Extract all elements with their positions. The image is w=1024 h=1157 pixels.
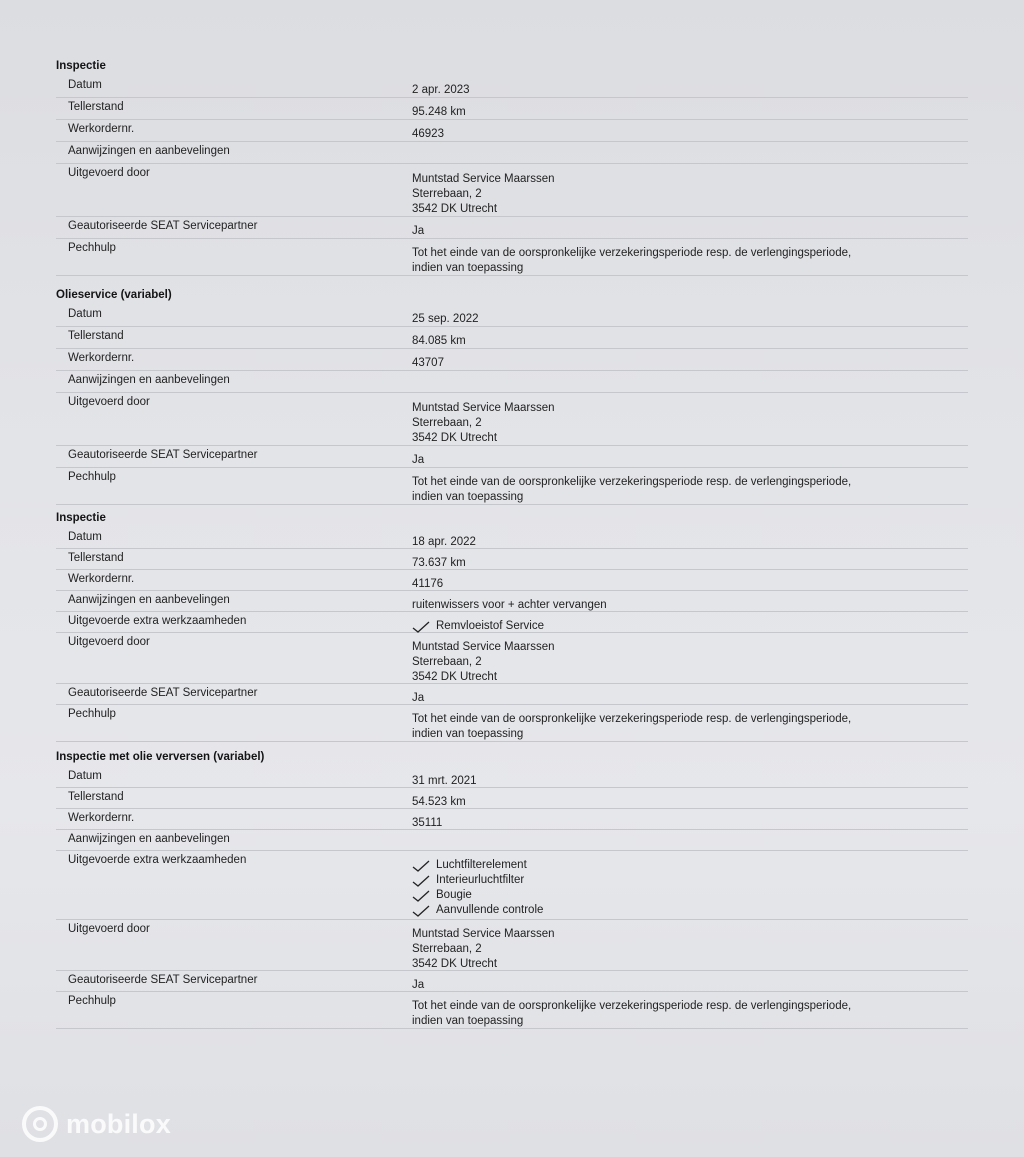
row-partner xyxy=(56,684,968,705)
label-tellerstand: Tellerstand xyxy=(68,791,124,803)
dealer-street: Sterrebaan, 2 xyxy=(412,188,482,200)
value-pechhulp xyxy=(412,707,968,739)
label-partner: Geautoriseerde SEAT Servicepartner xyxy=(68,220,258,232)
value-pechhulp xyxy=(412,994,968,1026)
value-datum: 2 apr. 2023 xyxy=(412,84,470,96)
row-uitgevoerd-door xyxy=(56,393,968,446)
value-extra-werkzaamheden xyxy=(412,853,968,917)
value-werkordernr: 43707 xyxy=(412,357,444,369)
dealer-name: Muntstad Service Maarssen xyxy=(412,173,555,185)
row-uitgevoerd-door xyxy=(56,633,968,684)
extra-item-label: Interieurluchtfilter xyxy=(436,874,525,886)
value-aanwijzingen xyxy=(412,832,968,848)
section-title: Inspectie xyxy=(56,60,106,72)
checkmark-icon xyxy=(412,875,430,887)
row-datum xyxy=(56,767,968,788)
row-aanwijzingen xyxy=(56,591,968,612)
value-partner: Ja xyxy=(412,979,425,991)
label-uitgevoerd-door: Uitgevoerd door xyxy=(68,167,150,179)
section-title: Inspectie met olie verversen (variabel) xyxy=(56,751,265,763)
label-tellerstand: Tellerstand xyxy=(68,101,124,113)
row-pechhulp xyxy=(56,468,968,505)
pechhulp-line-2: indien van toepassing xyxy=(412,491,524,503)
value-extra-werkzaamheden xyxy=(412,614,968,630)
extra-item xyxy=(412,619,968,634)
mobilox-watermark xyxy=(22,1106,171,1142)
label-uitgevoerd-door: Uitgevoerd door xyxy=(68,923,150,935)
extra-item-label: Aanvullende controle xyxy=(436,904,544,916)
label-aanwijzingen: Aanwijzingen en aanbevelingen xyxy=(68,833,230,845)
label-pechhulp: Pechhulp xyxy=(68,242,116,254)
row-tellerstand xyxy=(56,788,968,809)
label-extra-werkzaamheden: Uitgevoerde extra werkzaamheden xyxy=(68,854,247,866)
row-tellerstand xyxy=(56,98,968,120)
extra-item xyxy=(412,858,968,873)
label-pechhulp: Pechhulp xyxy=(68,995,116,1007)
watermark-text: mobilox xyxy=(66,1108,171,1139)
row-partner xyxy=(56,446,968,468)
value-aanwijzingen xyxy=(412,373,968,390)
value-uitgevoerd-door xyxy=(412,395,968,443)
label-uitgevoerd-door: Uitgevoerd door xyxy=(68,396,150,408)
dealer-city: 3542 DK Utrecht xyxy=(412,671,498,683)
dealer-city: 3542 DK Utrecht xyxy=(412,958,498,970)
value-partner: Ja xyxy=(412,225,425,237)
label-aanwijzingen: Aanwijzingen en aanbevelingen xyxy=(68,145,230,157)
value-uitgevoerd-door xyxy=(412,166,968,214)
checkmark-icon xyxy=(412,905,430,917)
label-partner: Geautoriseerde SEAT Servicepartner xyxy=(68,687,258,699)
section-title: Inspectie xyxy=(56,512,106,524)
label-werkordernr: Werkordernr. xyxy=(68,812,135,824)
value-uitgevoerd-door xyxy=(412,922,968,968)
row-extra-werkzaamheden xyxy=(56,851,968,920)
row-pechhulp xyxy=(56,705,968,742)
dealer-name: Muntstad Service Maarssen xyxy=(412,641,555,653)
row-pechhulp xyxy=(56,992,968,1029)
pechhulp-line-1: Tot het einde van de oorspronkelijke verzekeringsperiode resp. de verlengingsperiode, xyxy=(412,476,852,488)
value-datum: 31 mrt. 2021 xyxy=(412,775,477,787)
dealer-name: Muntstad Service Maarssen xyxy=(412,928,555,940)
extra-item xyxy=(412,873,968,888)
row-aanwijzingen xyxy=(56,142,968,164)
value-partner: Ja xyxy=(412,454,425,466)
label-uitgevoerd-door: Uitgevoerd door xyxy=(68,636,150,648)
label-werkordernr: Werkordernr. xyxy=(68,573,135,585)
value-tellerstand: 95.248 km xyxy=(412,106,466,118)
value-partner: Ja xyxy=(412,692,425,704)
dealer-street: Sterrebaan, 2 xyxy=(412,943,482,955)
extra-item xyxy=(412,903,968,918)
value-aanwijzingen: ruitenwissers voor + achter vervangen xyxy=(412,599,607,611)
pechhulp-line-1: Tot het einde van de oorspronkelijke verzekeringsperiode resp. de verlengingsperiode, xyxy=(412,247,852,259)
label-datum: Datum xyxy=(68,770,102,782)
extra-item xyxy=(412,888,968,903)
value-datum: 25 sep. 2022 xyxy=(412,313,479,325)
row-aanwijzingen xyxy=(56,371,968,393)
dealer-city: 3542 DK Utrecht xyxy=(412,203,498,215)
extra-item-label: Remvloeistof Service xyxy=(436,620,545,632)
row-datum xyxy=(56,76,968,98)
mobilox-logo-icon xyxy=(22,1106,58,1142)
row-pechhulp xyxy=(56,239,968,276)
label-werkordernr: Werkordernr. xyxy=(68,352,135,364)
value-werkordernr: 35111 xyxy=(412,817,443,829)
label-partner: Geautoriseerde SEAT Servicepartner xyxy=(68,974,258,986)
row-partner xyxy=(56,217,968,239)
service-entry-4 xyxy=(56,747,968,1029)
row-werkordernr xyxy=(56,349,968,371)
row-werkordernr xyxy=(56,120,968,142)
row-uitgevoerd-door xyxy=(56,164,968,217)
extra-item-label: Luchtfilterelement xyxy=(436,859,527,871)
value-werkordernr: 46923 xyxy=(412,128,444,140)
label-pechhulp: Pechhulp xyxy=(68,708,116,720)
value-tellerstand: 84.085 km xyxy=(412,335,466,347)
pechhulp-line-2: indien van toepassing xyxy=(412,262,524,274)
label-tellerstand: Tellerstand xyxy=(68,552,124,564)
value-aanwijzingen xyxy=(412,144,968,161)
value-datum: 18 apr. 2022 xyxy=(412,536,476,548)
row-uitgevoerd-door xyxy=(56,920,968,971)
dealer-name: Muntstad Service Maarssen xyxy=(412,402,555,414)
value-tellerstand: 54.523 km xyxy=(412,796,466,808)
value-uitgevoerd-door xyxy=(412,635,968,681)
dealer-street: Sterrebaan, 2 xyxy=(412,656,482,668)
value-werkordernr: 41176 xyxy=(412,578,444,590)
checkmark-icon xyxy=(412,890,430,902)
section-title: Olieservice (variabel) xyxy=(56,289,172,301)
value-pechhulp xyxy=(412,241,968,273)
value-tellerstand: 73.637 km xyxy=(412,557,466,569)
row-tellerstand xyxy=(56,327,968,349)
label-aanwijzingen: Aanwijzingen en aanbevelingen xyxy=(68,594,230,606)
service-entry-2 xyxy=(56,285,968,505)
row-extra-werkzaamheden xyxy=(56,612,968,633)
label-extra-werkzaamheden: Uitgevoerde extra werkzaamheden xyxy=(68,615,247,627)
label-aanwijzingen: Aanwijzingen en aanbevelingen xyxy=(68,374,230,386)
pechhulp-line-2: indien van toepassing xyxy=(412,1015,524,1027)
service-entry-3 xyxy=(56,508,968,742)
row-partner xyxy=(56,971,968,992)
label-tellerstand: Tellerstand xyxy=(68,330,124,342)
label-pechhulp: Pechhulp xyxy=(68,471,116,483)
label-werkordernr: Werkordernr. xyxy=(68,123,135,135)
label-datum: Datum xyxy=(68,531,102,543)
pechhulp-line-2: indien van toepassing xyxy=(412,728,524,740)
dealer-street: Sterrebaan, 2 xyxy=(412,417,482,429)
row-aanwijzingen xyxy=(56,830,968,851)
row-werkordernr xyxy=(56,809,968,830)
label-datum: Datum xyxy=(68,79,102,91)
checkmark-icon xyxy=(412,621,430,633)
row-datum xyxy=(56,305,968,327)
value-pechhulp xyxy=(412,470,968,502)
dealer-city: 3542 DK Utrecht xyxy=(412,432,498,444)
label-datum: Datum xyxy=(68,308,102,320)
extra-item-label: Bougie xyxy=(436,889,472,901)
pechhulp-line-1: Tot het einde van de oorspronkelijke verzekeringsperiode resp. de verlengingsperiode, xyxy=(412,713,852,725)
checkmark-icon xyxy=(412,860,430,872)
row-tellerstand xyxy=(56,549,968,570)
row-datum xyxy=(56,528,968,549)
pechhulp-line-1: Tot het einde van de oorspronkelijke verzekeringsperiode resp. de verlengingsperiode, xyxy=(412,1000,852,1012)
row-werkordernr xyxy=(56,570,968,591)
label-partner: Geautoriseerde SEAT Servicepartner xyxy=(68,449,258,461)
service-entry-1 xyxy=(56,56,968,276)
